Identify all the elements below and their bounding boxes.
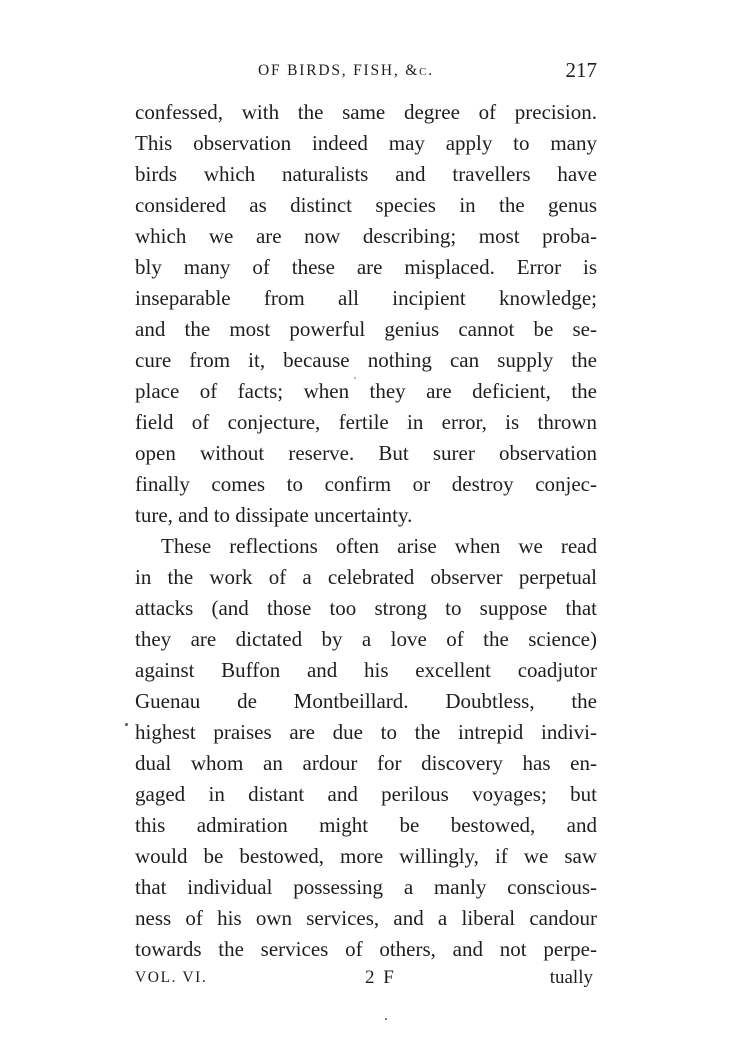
page-number: 217 xyxy=(565,58,597,82)
ink-speck xyxy=(125,723,128,726)
text-line: finally comes to confirm or destroy conjec- xyxy=(135,472,597,496)
text-line: considered as distinct species in the genus xyxy=(135,193,597,217)
text-line: towards the services of others, and not perpe- xyxy=(135,937,597,961)
text-line: would be bestowed, more willingly, if we saw xyxy=(135,844,597,868)
text-line: place of facts; when they are deficient, the xyxy=(135,379,597,403)
text-line: field of conjecture, fertile in error, is thrown xyxy=(135,410,597,434)
running-title: OF BIRDS, FISH, &c. xyxy=(258,62,434,79)
running-head xyxy=(135,58,597,88)
text-line: These reflections often arise when we read xyxy=(161,534,597,558)
ink-speck xyxy=(385,1018,387,1020)
text-line: this admiration might be bestowed, and xyxy=(135,813,597,837)
text-line: that individual possessing a manly conscious- xyxy=(135,875,597,899)
ink-speck xyxy=(354,377,356,379)
signature-mark: 2 F xyxy=(365,967,396,988)
text-line: inseparable from all incipient knowledge; xyxy=(135,286,597,310)
text-line: highest praises are due to the intrepid indivi- xyxy=(135,720,597,744)
text-line: gaged in distant and perilous voyages; but xyxy=(135,782,597,806)
text-line: dual whom an ardour for discovery has en- xyxy=(135,751,597,775)
text-line: they are dictated by a love of the science) xyxy=(135,627,597,651)
text-line: in the work of a celebrated observer perpetual xyxy=(135,565,597,589)
text-line: and the most powerful genius cannot be se- xyxy=(135,317,597,341)
text-line: which we are now describing; most proba- xyxy=(135,224,597,248)
text-line: This observation indeed may apply to many xyxy=(135,131,597,155)
body-text xyxy=(135,97,597,965)
text-line: ture, and to dissipate uncertainty. xyxy=(135,503,413,527)
text-line: open without reserve. But surer observation xyxy=(135,441,597,465)
page-footer xyxy=(135,967,597,995)
text-line: against Buffon and his excellent coadjutor xyxy=(135,658,597,682)
text-line: ness of his own services, and a liberal candour xyxy=(135,906,597,930)
text-line: bly many of these are misplaced. Error is xyxy=(135,255,597,279)
volume-label: VOL. VI. xyxy=(135,969,208,986)
text-line: birds which naturalists and travellers have xyxy=(135,162,597,186)
paragraph-2 xyxy=(135,531,597,965)
text-line: confessed, with the same degree of precision. xyxy=(135,100,597,124)
paragraph-1 xyxy=(135,97,597,531)
text-line: cure from it, because nothing can supply the xyxy=(135,348,597,372)
text-line: attacks (and those too strong to suppose that xyxy=(135,596,597,620)
catchword: tually xyxy=(549,967,593,988)
text-line: Guenau de Montbeillard. Doubtless, the xyxy=(135,689,597,713)
